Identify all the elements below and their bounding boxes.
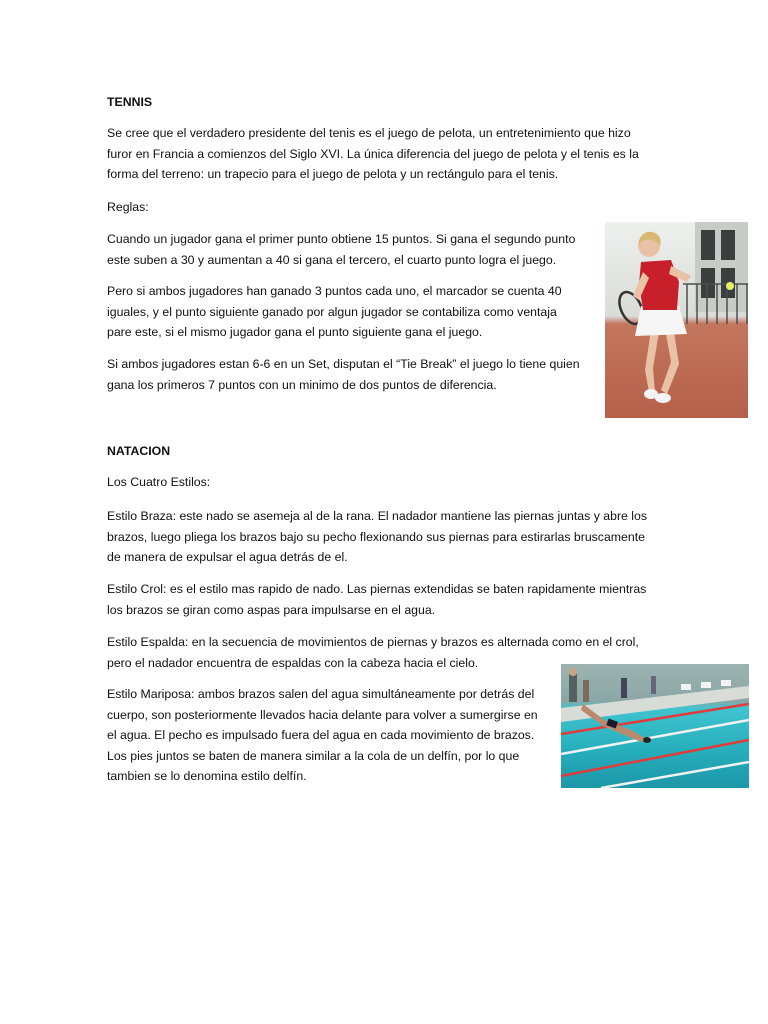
text-line: brazos, luego pliega los brazos bajo su pecho flexionando sus piernas para estirarlas bruscamente <box>107 529 645 544</box>
text-line: furor en Francia a comienzos del Siglo XVI. La única diferencia del juego de pelota y el tenis es la <box>107 146 639 161</box>
style-mariposa <box>107 684 538 787</box>
natacion-heading: NATACION <box>107 444 171 458</box>
rules-label: Reglas: <box>107 200 149 214</box>
text-line: iguales, y el punto siguiente ganado por algun jugador se contabiliza como ventaja <box>107 304 557 319</box>
text-line: Estilo Mariposa: ambos brazos salen del agua simultáneamente por detrás del <box>107 687 535 701</box>
styles-label: Los Cuatro Estilos: <box>107 475 211 489</box>
text-line: el agua. El pecho es impulsado fuera del agua en cada movimiento de brazos. <box>107 728 535 742</box>
text-line: pero el nadador encuentra de espaldas con la cabeza hacia el cielo. <box>107 655 479 670</box>
rule-tie-break <box>107 354 580 395</box>
text-line: pare este, si el mismo jugador gana el punto siguiente gana el juego. <box>107 325 483 339</box>
text-line: los brazos se giran como aspas para impulsarse en el agua. <box>107 602 436 617</box>
text-line: Se cree que el verdadero presidente del tenis es el juego de pelota, un entretenimiento que hizo <box>107 126 631 140</box>
text-line: Los pies juntos se baten de manera similar a la cola de un delfín, por lo que <box>107 748 520 763</box>
style-espalda <box>107 632 639 673</box>
text-line: Cuando un jugador gana el primer punto obtiene 15 puntos. Si gana el segundo punto <box>107 232 576 246</box>
tennis-intro <box>107 123 639 185</box>
swimming-pool-illustration <box>561 664 749 788</box>
style-braza <box>107 506 647 568</box>
text-line: cuerpo, son posteriormente llevados hacia delante para volver a sumergirse en <box>107 707 538 722</box>
text-line: gana los primeros 7 puntos con un minimo de dos puntos de diferencia. <box>107 377 497 392</box>
text-line: de manera de expulsar el agua detrás de el. <box>107 550 348 564</box>
text-line: Estilo Espalda: en la secuencia de movimientos de piernas y brazos es alternada como en el crol, <box>107 635 639 649</box>
rule-deuce <box>107 281 562 343</box>
style-crol <box>107 579 646 620</box>
rule-points <box>107 229 575 270</box>
tennis-heading: TENNIS <box>107 95 153 109</box>
text-line: este suben a 30 y aumentan a 40 si gana el tercero, el cuarto punto logra el juego. <box>107 252 557 267</box>
swimming-pool-photo <box>561 664 749 788</box>
tennis-player-photo <box>605 222 748 418</box>
text-line: Pero si ambos jugadores han ganado 3 puntos cada uno, el marcador se cuenta 40 <box>107 284 562 298</box>
text-line: Estilo Crol: es el estilo mas rapido de nado. Las piernas extendidas se baten rapidamente mientras <box>107 582 647 596</box>
text-line: forma del terreno: un trapecio para el juego de pelota y un rectángulo para el tenis. <box>107 167 559 181</box>
text-line: tambien se lo denomina estilo delfín. <box>107 769 307 783</box>
text-line: Estilo Braza: este nado se asemeja al de la rana. El nadador mantiene las piernas juntas y abre los <box>107 509 648 523</box>
tennis-player-illustration <box>605 222 748 418</box>
text-line: Si ambos jugadores estan 6-6 en un Set, disputan el “Tie Break” el juego lo tiene quien <box>107 357 580 371</box>
